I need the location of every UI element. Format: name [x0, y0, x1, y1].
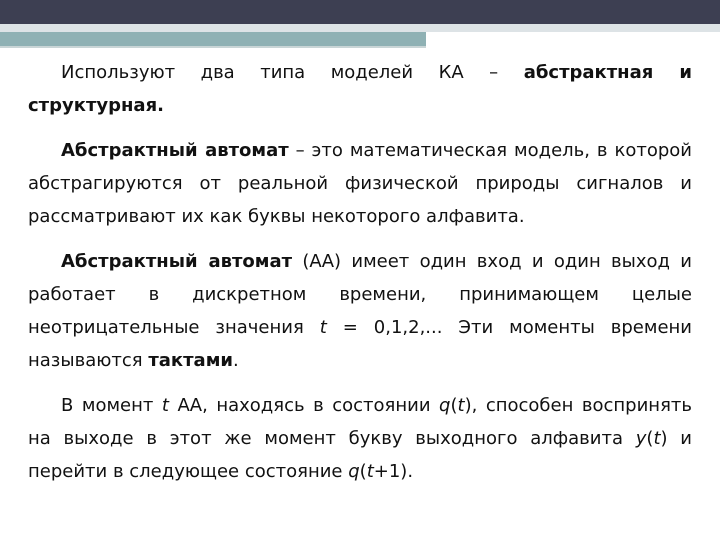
p4-text-4: ), способен воспринять на выходе в этот же момент букву выходного алфавита — [28, 395, 692, 449]
p4-text-1: В момент — [61, 395, 162, 416]
p1-text: Используют два типа моделей КА – — [61, 62, 524, 83]
p4-italic-1: t — [161, 395, 169, 416]
paragraph-abstract-definition — [28, 134, 692, 233]
p4-italic-7: t — [366, 461, 374, 482]
p3-text-3: . — [233, 350, 239, 371]
p4-italic-5: t — [653, 428, 661, 449]
p4-italic-4: y — [635, 428, 647, 449]
p3-text-1: (АА) имеет один вход и один выход и работает в дискретном времени, принимающем целые неотрицательные значения — [28, 251, 692, 338]
paragraph-abstract-properties — [28, 245, 692, 377]
p4-text-5: ( — [646, 428, 654, 449]
p4-italic-6: q — [348, 461, 360, 482]
p4-italic-2: q — [439, 395, 451, 416]
p4-text-3: ( — [450, 395, 458, 416]
paragraph-model-types — [28, 56, 692, 122]
header-light-band — [0, 24, 720, 32]
header-dark-bar — [0, 0, 720, 24]
slide-body — [28, 56, 692, 500]
p2-bold-term: Абстрактный автомат — [61, 140, 289, 161]
p4-text-7: ( — [359, 461, 367, 482]
p1-bold-term: абстрактная и структурная. — [28, 62, 692, 116]
p3-italic-t: t — [319, 317, 327, 338]
p2-text: – это математическая модель, в которой абстрагируются от реальной физической природы сигналов и рассматривают их как буквы некоторого алфавита. — [28, 140, 692, 227]
header-white-gap — [426, 32, 720, 46]
p3-bold-term: Абстрактный автомат — [61, 251, 293, 272]
header-accent-shadow — [0, 46, 426, 48]
p4-text-8: +1). — [373, 461, 414, 482]
p3-bold-tacts: тактами — [148, 350, 234, 371]
header-teal-accent — [0, 32, 426, 46]
paragraph-state-transition — [28, 389, 692, 488]
p3-text-2: = 0,1,2,... Эти моменты времени называются — [28, 317, 692, 371]
p4-text-2: АА, находясь в состоянии — [168, 395, 440, 416]
p4-italic-3: t — [457, 395, 465, 416]
p4-text-6: ) и перейти в следующее состояние — [28, 428, 692, 482]
